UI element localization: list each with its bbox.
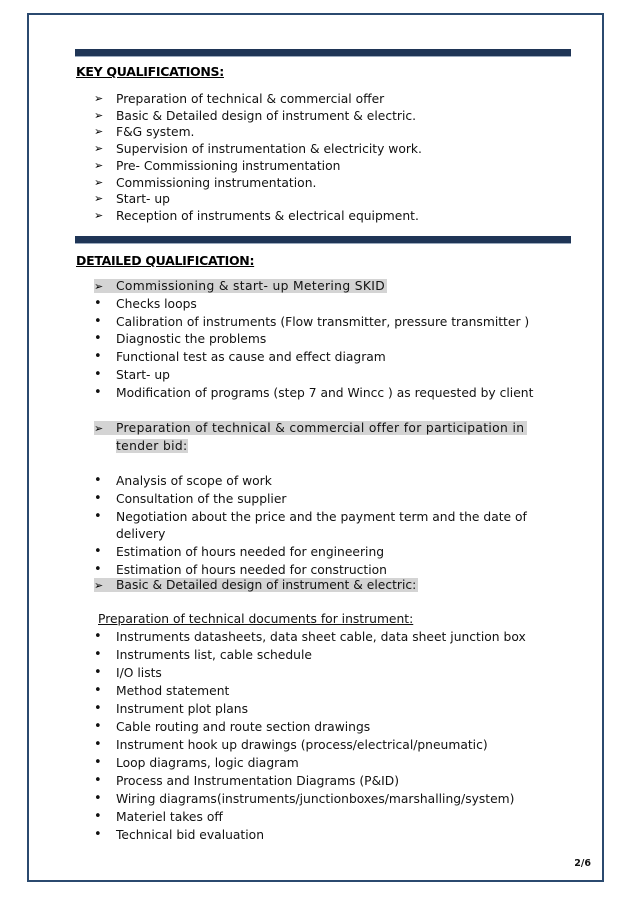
arrow-bullet-icon: ➢ bbox=[94, 142, 104, 155]
bullet-icon: • bbox=[94, 296, 102, 311]
bullet-icon: • bbox=[94, 719, 102, 734]
bullet-icon: • bbox=[94, 509, 102, 524]
design-subheading: Preparation of technical documents for instrument: bbox=[98, 612, 414, 626]
bullet-icon: • bbox=[94, 385, 102, 400]
arrow-bullet-icon: ➢ bbox=[94, 422, 104, 435]
bullet-icon: • bbox=[94, 701, 102, 716]
bullet-icon: • bbox=[94, 349, 102, 364]
arrow-bullet-icon: ➢ bbox=[94, 192, 104, 205]
design-title: ➢ Basic & Detailed design of instrument & electric: bbox=[94, 576, 418, 594]
bullet-icon: • bbox=[94, 827, 102, 842]
commissioning-title: ➢ Commissioning & start- up Metering SKID bbox=[94, 277, 387, 295]
bullet-icon: • bbox=[94, 683, 102, 698]
section-divider-middle bbox=[75, 236, 571, 244]
bullet-icon: • bbox=[94, 367, 102, 382]
bullet-icon: • bbox=[94, 809, 102, 824]
detailed-qualification-heading: DETAILED QUALIFICATION: bbox=[76, 253, 255, 268]
bullet-icon: • bbox=[94, 473, 102, 488]
key-qualifications-heading: KEY QUALIFICATIONS: bbox=[76, 64, 224, 79]
arrow-bullet-icon: ➢ bbox=[94, 176, 104, 189]
arrow-bullet-icon: ➢ bbox=[94, 209, 104, 222]
arrow-bullet-icon: ➢ bbox=[94, 109, 104, 122]
bullet-icon: • bbox=[94, 755, 102, 770]
arrow-bullet-icon: ➢ bbox=[94, 125, 104, 138]
arrow-bullet-icon: ➢ bbox=[94, 159, 104, 172]
bullet-icon: • bbox=[94, 647, 102, 662]
bullet-icon: • bbox=[94, 331, 102, 346]
section-divider-top bbox=[75, 49, 571, 57]
bullet-icon: • bbox=[94, 562, 102, 577]
tender-title: ➢ Preparation of technical & commercial offer for participation in bbox=[94, 419, 527, 437]
bullet-icon: • bbox=[94, 629, 102, 644]
bullet-icon: • bbox=[94, 737, 102, 752]
bullet-icon: • bbox=[94, 314, 102, 329]
bullet-icon: • bbox=[94, 491, 102, 506]
arrow-bullet-icon: ➢ bbox=[94, 579, 104, 592]
arrow-bullet-icon: ➢ bbox=[94, 92, 104, 105]
arrow-bullet-icon: ➢ bbox=[94, 280, 104, 293]
bullet-icon: • bbox=[94, 773, 102, 788]
bullet-icon: • bbox=[94, 791, 102, 806]
bullet-icon: • bbox=[94, 544, 102, 559]
bullet-icon: • bbox=[94, 665, 102, 680]
page-number: 2/6 bbox=[574, 858, 591, 869]
